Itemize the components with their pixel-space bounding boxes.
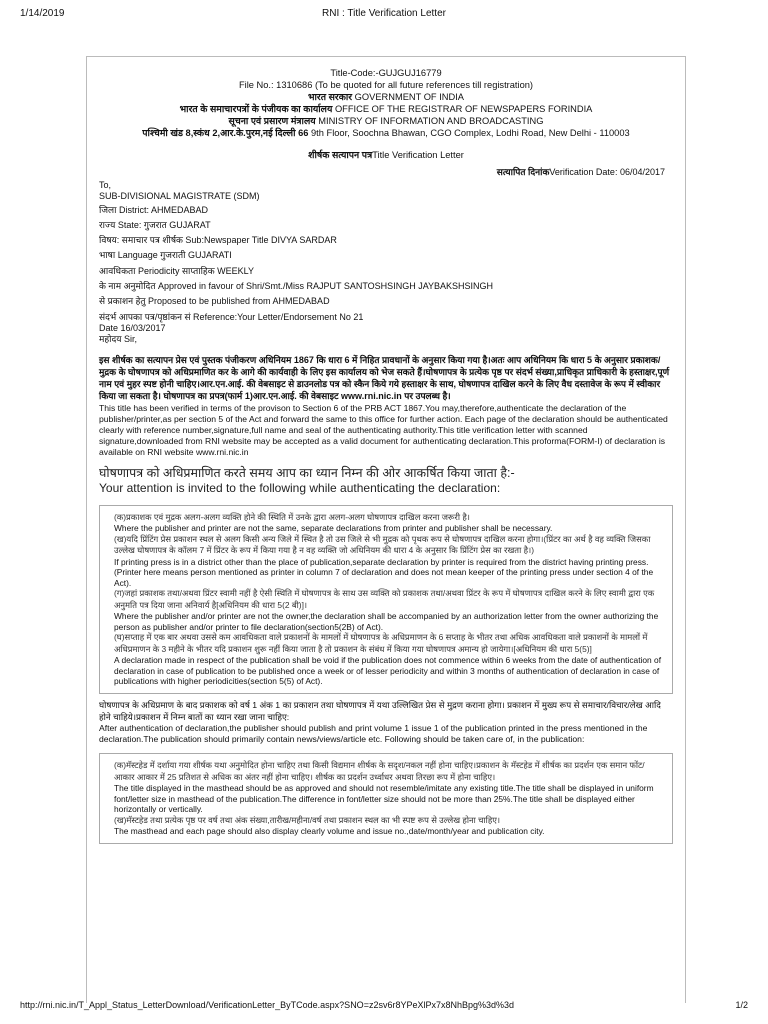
- notice: [99, 466, 673, 495]
- address-line: पश्चिमी खंड 8,स्कंध 2,आर.के.पुरम,नई दिल्ली 66 9th Floor, Soochna Bhawan, CGO Complex, Lodhi Road, New Delhi - 110003: [142, 128, 630, 138]
- salutation: महोदय Sir,: [99, 334, 137, 345]
- address-block: [99, 180, 673, 346]
- to-line: To,: [99, 180, 112, 190]
- print-title: RNI : Title Verification Letter: [322, 8, 446, 19]
- letter-heading: [99, 67, 673, 161]
- condition-a-hindi: (क)प्रकाशक एवं मुद्रक अलग-अलग व्यक्ति होने की स्थिति में उनके द्वारा अलग-अलग घोषणापत्र दाखिल करना जरूरी है।: [114, 511, 470, 522]
- condition-d-hindi: (घ)सप्ताह में एक बार अथवा उससे कम आवधिकता वाले प्रकाशनों के मामलों में घोषणापत्र के अधिप्रमाणन के 6 सप्ताह के भीतर तथा अधिक आवधिकता वाले प्रकाशनों के मामलों में अधिप्रमाणन के 3 महीने के भीतर यदि प्रकाशन शुरू नहीं किया जाता है तो प्रकाशन के संबंध में किया गया घोषणापत्र अमान्य हो जायेगा।[अधिनियम की धारा 5(5)]: [114, 632, 648, 654]
- gov-line: भारत सरकार GOVERNMENT OF INDIA: [307, 92, 464, 102]
- office-line: भारत के समाचारपत्रों के पंजीयक का कार्यालय OFFICE OF THE REGISTRAR OF NEWSPAPERS FORINDIA: [179, 104, 593, 114]
- condition-e-english: The title displayed in the masthead should be as approved and should not resemble/imitate any existing title.The title shall be displayed in uniform font/letter size in masthead of the publication.The difference in font/letter size should not be more than 25%.The title shall be displayed either horizontally or vertically.: [114, 782, 654, 815]
- print-header: [0, 4, 768, 24]
- title-code: Title-Code:-GUJGUJ16779: [330, 68, 442, 78]
- ministry-line: सूचना एवं प्रसारण मंत्रालय MINISTRY OF INFORMATION AND BROADCASTING: [228, 116, 544, 126]
- reference-date: Date 16/03/2017: [99, 322, 166, 333]
- page-number: 1/2: [735, 1000, 748, 1010]
- conditions-box: [99, 505, 673, 694]
- letter-document: [86, 56, 686, 1003]
- condition-f-english: The masthead and each page should also display clearly volume and issue no.,date/month/year and publication city.: [114, 826, 545, 837]
- condition-f-hindi: (ख)मॅस्टहेड तथा प्रत्येक पृष्ठ पर वर्ष तथा अंक संख्या,तारीख/महीना/वर्ष तथा प्रकाशन स्थल का भी स्पष्ट रूप से उल्लेख होना चाहिए।: [114, 814, 501, 825]
- condition-b-english: If printing press is in a district other than the place of publication,separate declaration by printer is required from the district having printing press.(Printer here means person mentioned as printer in column 7 of declaration and does not mean keeper of the printing press under section 4 of the Act).: [114, 556, 654, 588]
- state: राज्य State: गुजरात GUJARAT: [99, 219, 211, 230]
- notice-hindi: घोषणापत्र को अधिप्रमाणित करते समय आप का ध्यान निम्न की ओर आकर्षित किया जाता है:-: [99, 465, 515, 480]
- language: भाषा Language गुजराती GUJARATI: [99, 250, 232, 261]
- para-hindi: इस शीर्षक का सत्यापन प्रेस एवं पुस्तक पंजीकरण अधिनियम 1867 कि धारा 6 में निहित प्रावधानों के अनुसार किया गया है।अतः आप अधिनियम कि धारा 5 के अनुसार प्रकाशक/मुद्रक के घोषणापत्र को अधिप्रमाणित कर के आगे की कार्यवाही के लिए इस कार्यालय को भेज सकते हैं।घोषणापत्र के प्रत्येक पृष्ठ पर संदर्भ संख्या,प्राधिकृत प्राधिकारी के हस्ताक्षर,पूर्ण नाम एवं मुहर स्पष्ट होनी चाहिए।आर.एन.आई. की वेबसाइट से डाउनलोड पत्र को स्कैन किये गये हस्ताक्षर के साथ, घोषणापत्र दाखिल करने के लिए वैध दस्तावेज के रूप में स्वीकार किया जा सकता है। घोषणापत्र का प्रपत्र(फार्म 1)आर.एन.आई. की वेबसाइट www.rni.nic.in पर उपलब्ध है।: [99, 354, 670, 402]
- reference: संदर्भ आपका पत्र/पृष्ठांकन सं Reference:Your Letter/Endorsement No 21: [99, 311, 364, 322]
- after-hindi: घोषणापत्र के अधिप्रमाण के बाद प्रकाशक को वर्ष 1 अंक 1 का प्रकाशन तथा घोषणापत्र में यथा उल्लिखित प्रेस से मुद्रण कराना होगा। प्रकाशन में मुख्य रूप से समाचार/विचार/लेख आदि होने चाहिये।प्रकाशन में निम्न बातों का ध्यान रखा जाना चाहिए:: [99, 699, 661, 722]
- para-english: This title has been verified in terms of the provison to Section 6 of the PRB ACT 1867.You may,therefore,authenticate the declaration of the publisher/printer,as per section 5 of the Act and forward the same to this office for further action. Each page of the declaration should be authenticated clearly with reference number,signature,full name and seal of the authenticating authority.This title verification letter with scanned signature,downloaded from RNI website may be accepted as a valid document for authenticating declaration.This proforma(FORM-I) of declaration is available on RNI website www.rni.nic.in: [99, 402, 668, 457]
- newspaper-title: विषय: समाचार पत्र शीर्षक Sub:Newspaper Title DIVYA SARDAR: [99, 235, 337, 246]
- file-no: File No.: 1310686 (To be quoted for all future references till registration): [238, 80, 534, 90]
- condition-d-english: A declaration made in respect of the publication shall be void if the publication does not commence within 6 weeks from the date of authentication of declaration in case of publication to be published once a week or of lesser periodicity and within 3 months of authentication of declaration in case of publications with higher periodicities(section 5(5) of Act).: [114, 655, 662, 687]
- notice-english: Your attention is invited to the following while authenticating the declaration:: [99, 480, 501, 495]
- print-footer: [0, 1000, 768, 1016]
- periodicity: आवधिकता Periodicity साप्ताहिक WEEKLY: [99, 265, 254, 276]
- condition-e-hindi: (क)मॅस्टहेड में दर्शाया गया शीर्षक यथा अनुमोदित होना चाहिए तथा किसी विद्यमान शीर्षक के सदृश/नकल नहीं होना चाहिए।प्रकाशन के मॅस्टहेड में शीर्षक का प्रदर्शन एक समान फोंट/आकार आकार में 25 प्रतिशत से अधिक का अंतर नहीं होना चाहिए। शीर्षक का प्रदर्शन उर्ध्वाधर अथवा तिरछा रूप में होना चाहिए।: [114, 760, 645, 782]
- approved-in-favour: के नाम अनुमोदित Approved in favour of Shri/Smt./Miss RAJPUT SANTOSHSINGH JAYBAKSHSINGH: [99, 281, 494, 292]
- district: जिला District: AHMEDABAD: [99, 204, 208, 215]
- masthead-box: [99, 753, 673, 844]
- condition-c-english: Where the publisher and/or printer are not the owner,the declaration shall be accompanied by an authorization letter from the owner authorizing the person as publisher and/or printer to file declaration(section5(2B) of Act).: [114, 611, 659, 632]
- condition-b-hindi: (ख)यदि प्रिंटिंग प्रेस प्रकाशन स्थल से अलग किसी अन्य जिले में स्थित है तो उस जिले से भी मुद्रक को पृथक रूप से घोषणापत्र दाखिल करना होगा।(प्रिंटर का अर्थ है वह व्यक्ति जिसका उल्लेख घोषणापत्र के कॉलम 7 में प्रिंटर के रूप में किया गया है न वह व्यक्ति जो अधिनियम की धारा 4 के अनुसार कि प्रिंटिंग प्रेस का रखता है।): [114, 533, 651, 556]
- proposed-place: से प्रकाशन हेतु Proposed to be published from AHMEDABAD: [99, 296, 330, 307]
- after-english: After authentication of declaration,the publisher should publish and print volume 1 issue 1 of the publication printed in the press mentioned in the declaration.The publication should primarily contain news/views/article etc. Following should be taken care of, in the publication:: [99, 723, 648, 745]
- condition-c-hindi: (ग)जहां प्रकाशक तथा/अथवा प्रिंटर स्वामी नहीं है ऐसी स्थिति में घोषणापत्र के साथ उस व्यक्ति को प्रकाशक तथा/अथवा प्रिंटर के रूप में घोषणापत्र दाखिल करने के लिए स्वामी द्वारा एक अनुमति पत्र दिया जाना अनिवार्य है[अधिनियम की धारा 5(2 बी)]।: [114, 588, 655, 610]
- subject-line: शीर्षक सत्यापन पत्रTitle Verification Letter: [308, 150, 464, 160]
- recipient: SUB-DIVISIONAL MAGISTRATE (SDM): [99, 191, 260, 202]
- page-url: http://rni.nic.in/T_Appl_Status_LetterDownload/VerificationLetter_ByTCode.aspx?SNO=z2sv6r8YPeXlPx7x8NhBpg%3d%3d: [20, 1000, 515, 1010]
- print-date: 1/14/2019: [20, 8, 65, 19]
- condition-a-english: Where the publisher and printer are not the same, separate declarations from printer and publisher shall be necessary.: [114, 523, 553, 534]
- verification-date: सत्यापित दिनांकVerification Date: 06/04/2017: [496, 167, 665, 177]
